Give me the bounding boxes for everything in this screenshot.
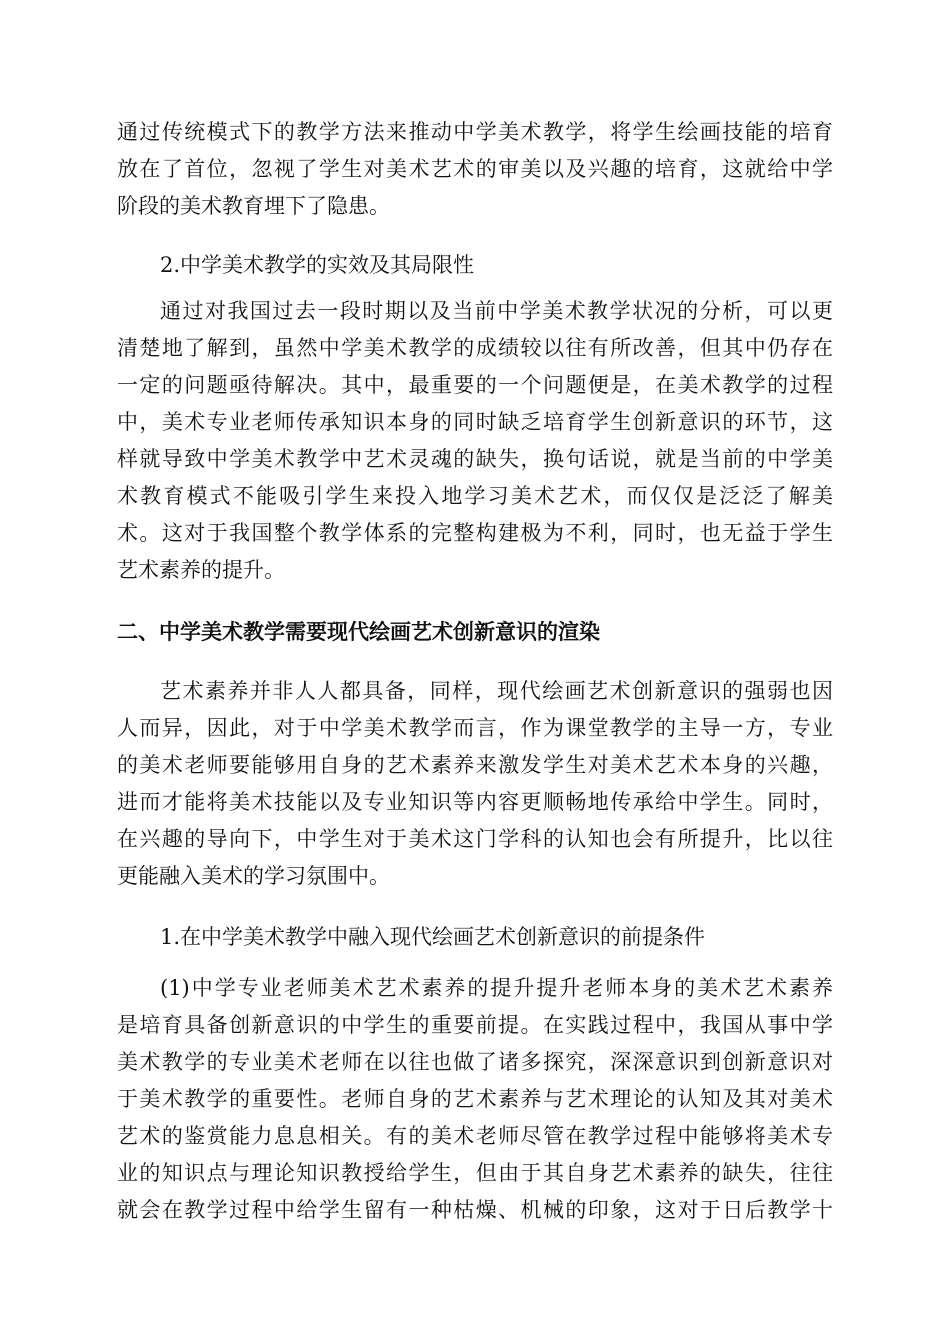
- text-line: 更能融入美术的学习氛围中。: [117, 864, 390, 888]
- text-line: 样就导致中学美术教学中艺术灵魂的缺失，换句话说，就是当前的中学美: [117, 447, 833, 471]
- text-line: 艺术素养的提升。: [117, 558, 285, 582]
- text-line: 艺术素养并非人人都具备，同样，现代绘画艺术创新意识的强弱也因: [160, 679, 833, 703]
- subheading-text: 2.中学美术教学的实效及其局限性: [160, 253, 475, 277]
- text-line: 在兴趣的导向下，中学生对于美术这门学科的认知也会有所提升，比以往: [117, 827, 833, 851]
- text-line: 阶段的美术教育埋下了隐患。: [117, 194, 390, 218]
- text-line: 中，美术专业老师传承知识本身的同时缺乏培育学生创新意识的环节，这: [117, 410, 833, 434]
- subheading-text: 1.在中学美术教学中融入现代绘画艺术创新意识的前提条件: [160, 925, 706, 949]
- text-line: 是培育具备创新意识的中学生的重要前提。在实践过程中，我国从事中学: [117, 1013, 833, 1037]
- text-line: 术。这对于我国整个教学体系的完整构建极为不利，同时，也无益于学生: [117, 521, 833, 545]
- text-line: 术教育模式不能吸引学生来投入地学习美术艺术，而仅仅是泛泛了解美: [117, 484, 833, 508]
- text-line: 的美术老师要能够用自身的艺术素养来激发学生对美术艺术本身的兴趣，: [117, 753, 833, 777]
- text-line: 于美术教学的重要性。老师自身的艺术素养与艺术理论的认知及其对美术: [117, 1087, 833, 1111]
- text-line: 通过对我国过去一段时期以及当前中学美术教学状况的分析，可以更: [160, 299, 833, 323]
- text-line: 美术教学的专业美术老师在以往也做了诸多探究，深深意识到创新意识对: [117, 1050, 833, 1074]
- text-line: 艺术的鉴赏能力息息相关。有的美术老师尽管在教学过程中能够将美术专: [117, 1124, 833, 1148]
- text-line: 一定的问题亟待解决。其中，最重要的一个问题便是，在美术教学的过程: [117, 373, 833, 397]
- text-line: 清楚地了解到，虽然中学美术教学的成绩较以往有所改善，但其中仍存在: [117, 336, 833, 360]
- text-line: 通过传统模式下的教学方法来推动中学美术教学，将学生绘画技能的培育: [117, 120, 833, 144]
- text-line: (1)中学专业老师美术艺术素养的提升提升老师本身的美术艺术素养: [160, 976, 833, 1000]
- text-line: 放在了首位，忽视了学生对美术艺术的审美以及兴趣的培育，这就给中学: [117, 157, 833, 181]
- section-heading-text: 二、中学美术教学需要现代绘画艺术创新意识的渲染: [117, 620, 600, 644]
- text-line: 人而异，因此，对于中学美术教学而言，作为课堂教学的主导一方，专业: [117, 716, 833, 740]
- text-line: 业的知识点与理论知识教授给学生，但由于其自身艺术素养的缺失，往往: [117, 1161, 833, 1185]
- text-line: 就会在教学过程中给学生留有一种枯燥、机械的印象，这对于日后教学十: [117, 1198, 833, 1222]
- text-line: 进而才能将美术技能以及专业知识等内容更顺畅地传承给中学生。同时，: [117, 790, 833, 814]
